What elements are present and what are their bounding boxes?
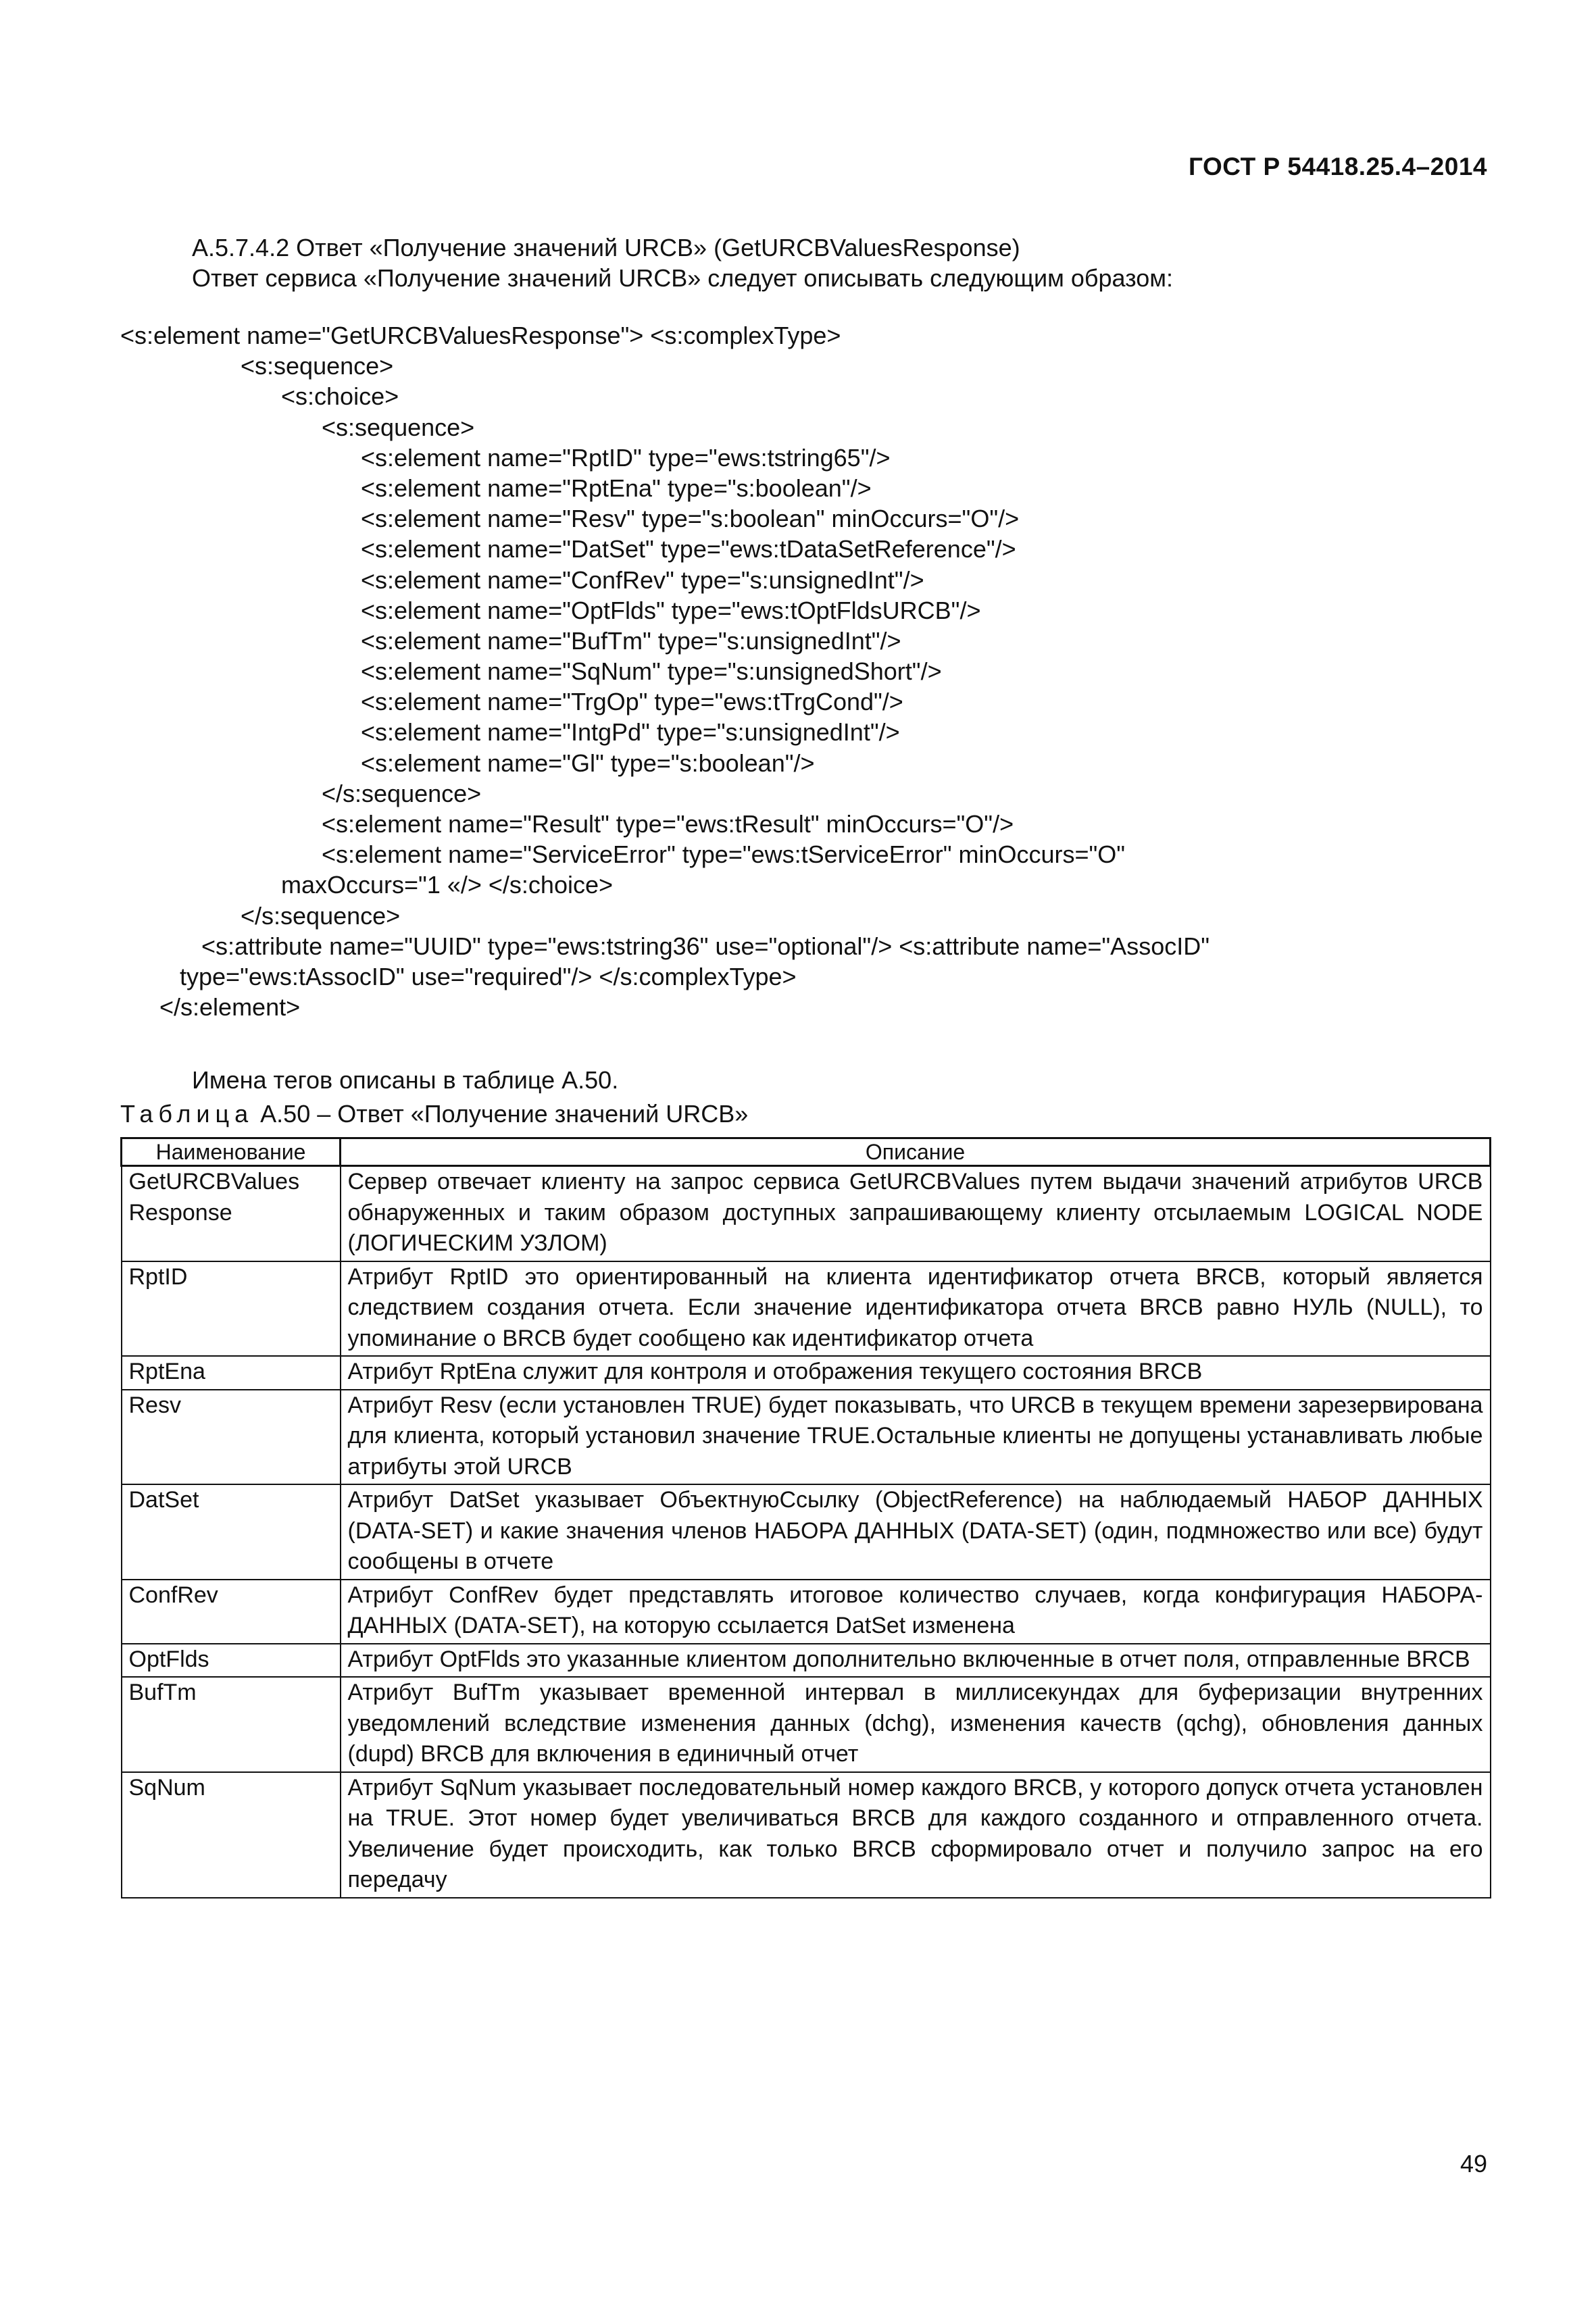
table-row <box>122 1261 1491 1357</box>
document-number-header: ГОСТ Р 54418.25.4–2014 <box>1189 153 1487 180</box>
code-line: <s:element name="RptID" type="ews:tstring65"/> <box>361 443 891 472</box>
column-header-description: Описание <box>341 1138 1491 1166</box>
code-line: <s:element name="TrgOp" type="ews:tTrgCond"/> <box>361 688 903 716</box>
code-line: <s:sequence> <box>322 413 475 441</box>
code-line: <s:element name="ServiceError" type="ews:tServiceError" minOccurs="O" <box>322 840 1126 869</box>
row-description-cell: Сервер отвечает клиенту на запрос сервиса GetURCBValues путем выдачи значений атрибутов URCB обнаруженных и таким образом доступных запрашивающему клиенту отсылаемым LOGICAL NODE (ЛОГИЧЕСКИМ УЗЛОМ) <box>341 1166 1491 1261</box>
row-description-cell: Атрибут RptEna служит для контроля и отображения текущего состояния BRCB <box>341 1356 1491 1390</box>
code-line: <s:element name="SqNum" type="s:unsignedShort"/> <box>361 657 942 686</box>
code-line: type="ews:tAssocID" use="required"/> </s:complexType> <box>180 962 797 990</box>
row-description-cell: Атрибут RptID это ориентированный на клиента идентификатор отчета BRCB, который является следствием создания отчета. Если значение идентификатора отчета BRCB равно НУЛЬ (NULL), то упоминание о BRCB будет сообщено как идентификатор отчета <box>341 1261 1491 1357</box>
table-row <box>122 1166 1491 1261</box>
code-line: <s:element name="Gl" type="s:boolean"/> <box>361 749 815 777</box>
table-row <box>122 1677 1491 1772</box>
row-name-cell: OptFlds <box>122 1644 341 1678</box>
table-row <box>122 1356 1491 1390</box>
code-line: <s:element name="OptFlds" type="ews:tOptFldsURCB"/> <box>361 596 981 624</box>
row-description-cell: Атрибут Resv (если установлен TRUE) будет показывать, что URCB в текущем времени зарезервирована для клиента, который установил значение TRUE.Остальные клиенты не допущены устанавливать любые атрибуты этой URCB <box>341 1390 1491 1485</box>
code-line: <s:element name="GetURCBValuesResponse"> <s:complexType> <box>120 322 841 349</box>
code-line: <s:attribute name="UUID" type="ews:tstring36" use="optional"/> <s:attribute name="AssocID" <box>201 932 1210 960</box>
row-name-cell: RptID <box>122 1261 341 1357</box>
code-line: <s:element name="RptEna" type="s:boolean"/> <box>361 474 872 502</box>
row-description-cell: Атрибут SqNum указывает последовательный номер каждого BRCB, у которого допуск отчета установлен на TRUE. Этот номер будет увеличиваться BRCB для каждого созданного и отправленного отчета. Увеличение будет происходить, как только BRCB сформировало отчет и получило запрос на его передачу <box>341 1772 1491 1898</box>
row-name-cell: SqNum <box>122 1772 341 1898</box>
code-line: <s:choice> <box>281 382 399 411</box>
page-number: 49 <box>1460 2150 1487 2178</box>
row-name-cell: RptEna <box>122 1356 341 1390</box>
column-header-name: Наименование <box>122 1138 341 1166</box>
code-line: <s:element name="Resv" type="s:boolean" minOccurs="O"/> <box>361 505 1020 533</box>
row-description-cell: Атрибут ConfRev будет представлять итоговое количество случаев, когда конфигурация НАБОРА-ДАННЫХ (DATA-SET), на которую ссылается DatSet изменена <box>341 1580 1491 1644</box>
code-line: </s:element> <box>159 993 301 1022</box>
table-row <box>122 1580 1491 1644</box>
tags-note: Имена тегов описаны в таблице А.50. <box>192 1066 619 1094</box>
code-line: <s:element name="BufTm" type="s:unsignedInt"/> <box>361 626 901 655</box>
row-name-cell: GetURCBValues Response <box>122 1166 341 1261</box>
row-name-cell: BufTm <box>122 1677 341 1772</box>
row-description-cell: Атрибут BufTm указывает временной интервал в миллисекундах для буферизации внутренних уведомлений вследствие изменения данных (dchg), изменения качеств (qchg), обновления данных (dupd) BRCB для включения в единичный отчет <box>341 1677 1491 1772</box>
code-line: <s:element name="IntgPd" type="s:unsignedInt"/> <box>361 718 900 747</box>
section-title: А.5.7.4.2 Ответ «Получение значений URCB» (GetURCBValuesResponse) <box>192 234 1020 261</box>
row-description-cell: Атрибут DatSet указывает ОбъектнуюСсылку (ObjectReference) на наблюдаемый НАБОР ДАННЫХ (DATA-SET) и какие значения членов НАБОРА ДАННЫХ (DATA-SET) (один, подмножество или все) будут сообщены в отчете <box>341 1484 1491 1580</box>
attributes-table <box>120 1137 1491 1898</box>
section-description: Ответ сервиса «Получение значений URCB» следует описывать следующим образом: <box>192 264 1174 292</box>
table-header-row <box>122 1138 1491 1166</box>
code-line: <s:element name="Result" type="ews:tResult" minOccurs="O"/> <box>322 810 1014 838</box>
row-name-cell: DatSet <box>122 1484 341 1580</box>
code-line: <s:sequence> <box>241 352 394 380</box>
row-description-cell: Атрибут OptFlds это указанные клиентом дополнительно включенные в отчет поля, отправленные BRCB <box>341 1644 1491 1678</box>
table-row <box>122 1772 1491 1898</box>
code-line: maxOccurs="1 «/> </s:choice> <box>281 871 614 899</box>
table-row <box>122 1644 1491 1678</box>
code-line: <s:element name="ConfRev" type="s:unsignedInt"/> <box>361 565 924 594</box>
table-caption <box>120 1099 748 1129</box>
xml-schema-code-block <box>120 320 1210 1022</box>
table-caption-label: Таблица <box>120 1100 254 1128</box>
code-line: </s:sequence> <box>322 779 482 807</box>
table-row <box>122 1390 1491 1485</box>
row-name-cell: Resv <box>122 1390 341 1485</box>
code-line: </s:sequence> <box>241 901 401 930</box>
table-row <box>122 1484 1491 1580</box>
code-line: <s:element name="DatSet" type="ews:tDataSetReference"/> <box>361 535 1016 563</box>
row-name-cell: ConfRev <box>122 1580 341 1644</box>
table-caption-text: А.50 – Ответ «Получение значений URCB» <box>260 1100 749 1128</box>
